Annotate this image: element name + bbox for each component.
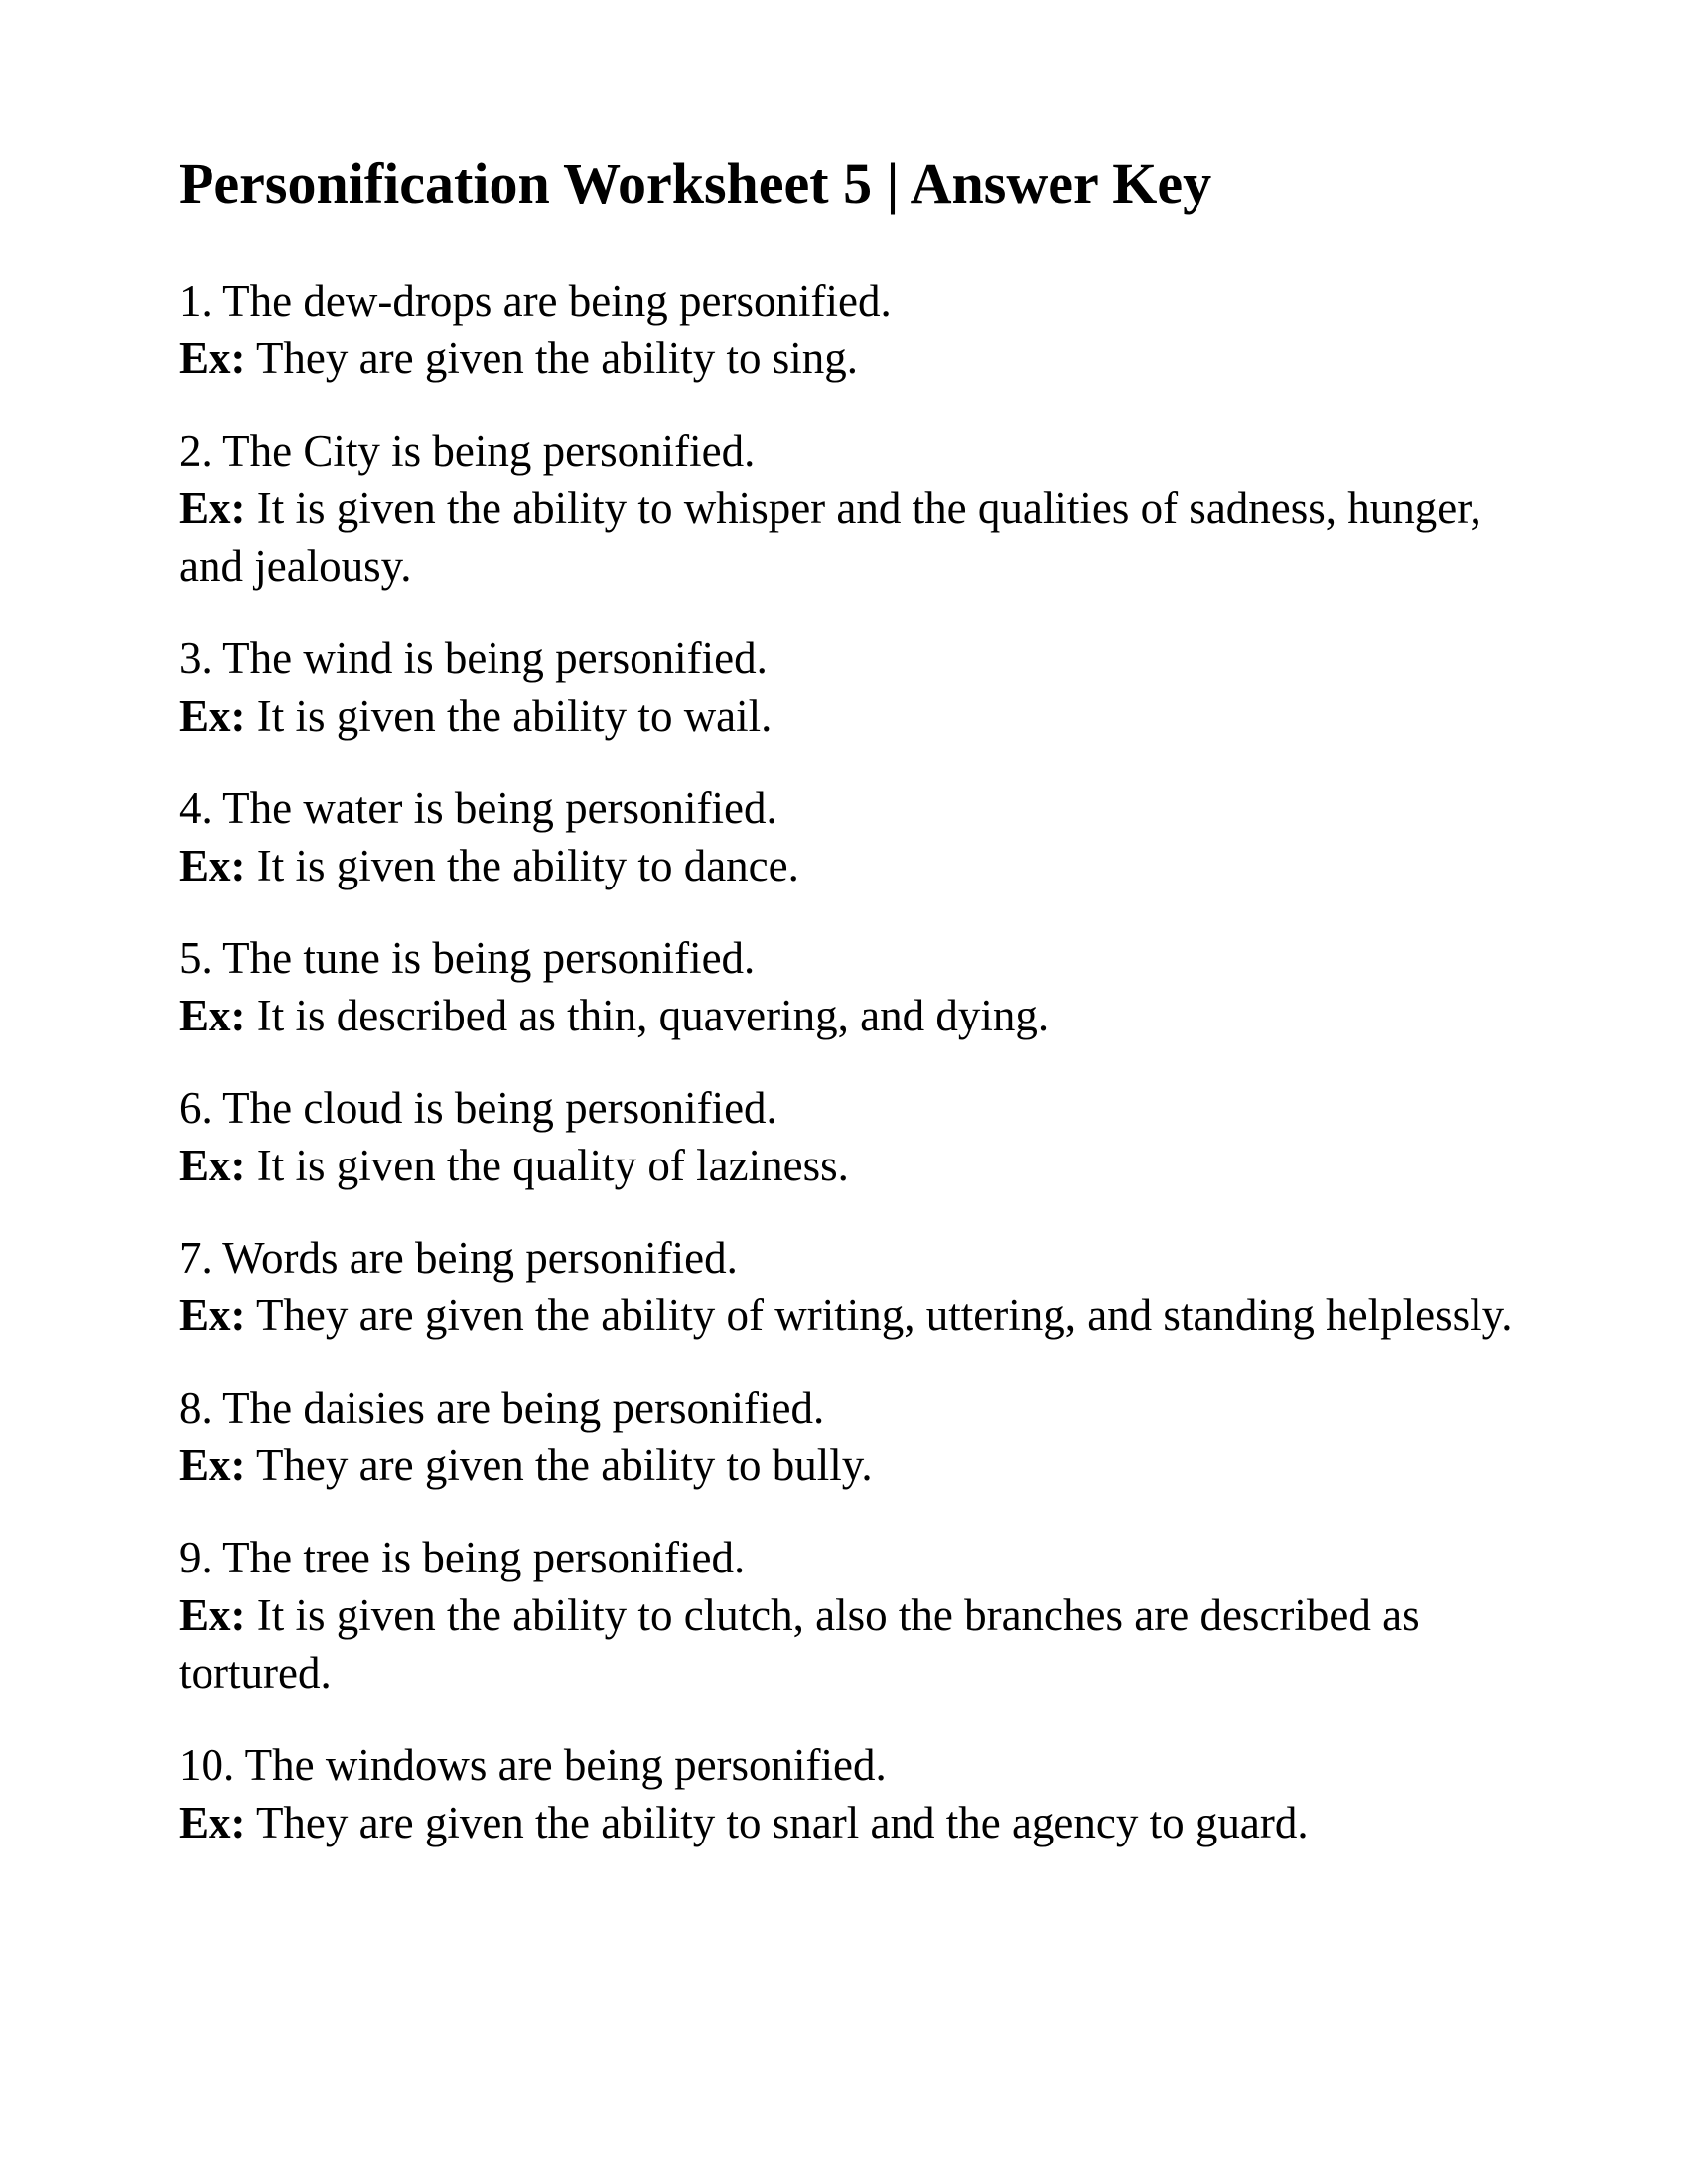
answer-subject: 3. The wind is being personified. (179, 632, 768, 683)
answer-subject: 2. The City is being personified. (179, 425, 756, 476)
ex-label: Ex: (179, 1290, 246, 1340)
worksheet-page (179, 149, 1529, 1886)
list-item (179, 1379, 1529, 1494)
list-item (179, 629, 1529, 745)
answer-explanation: It is given the ability to whisper and the qualities of sadness, hunger, and jealousy. (179, 482, 1481, 591)
ex-label: Ex: (179, 840, 246, 890)
page-title: Personification Worksheet 5 | Answer Key (179, 151, 1212, 215)
ex-label: Ex: (179, 1439, 246, 1490)
answer-subject: 10. The windows are being personified. (179, 1739, 887, 1790)
answer-explanation-line (179, 1287, 1529, 1344)
answer-explanation-line (179, 1436, 1529, 1494)
answer-explanation: It is given the ability to wail. (256, 690, 773, 741)
ex-label: Ex: (179, 333, 246, 383)
ex-label: Ex: (179, 690, 246, 741)
answer-explanation: They are given the ability of writing, uttering, and standing helplessly. (255, 1290, 1513, 1340)
answer-explanation-line (179, 479, 1529, 595)
answer-explanation-line (179, 1137, 1529, 1194)
list-item (179, 272, 1529, 387)
answer-explanation-line (179, 1794, 1529, 1851)
answer-explanation: It is described as thin, quavering, and dying. (256, 990, 1050, 1040)
ex-label: Ex: (179, 1589, 246, 1640)
list-item (179, 779, 1529, 894)
answer-explanation-line (179, 330, 1529, 387)
answer-list (179, 272, 1529, 1851)
answer-explanation-line (179, 1586, 1529, 1702)
answer-subject: 4. The water is being personified. (179, 782, 777, 833)
list-item (179, 422, 1529, 595)
answer-subject: 5. The tune is being personified. (179, 932, 756, 983)
answer-explanation: It is given the quality of laziness. (256, 1140, 849, 1190)
answer-explanation: They are given the ability to bully. (255, 1439, 873, 1490)
answer-explanation-line (179, 837, 1529, 894)
ex-label: Ex: (179, 482, 246, 533)
list-item (179, 929, 1529, 1044)
answer-explanation-line (179, 987, 1529, 1044)
answer-subject: 9. The tree is being personified. (179, 1532, 746, 1582)
list-item (179, 1736, 1529, 1851)
list-item (179, 1229, 1529, 1344)
answer-subject: 1. The dew-drops are being personified. (179, 275, 892, 326)
answer-explanation: It is given the ability to clutch, also the branches are described as tortured. (179, 1589, 1420, 1698)
ex-label: Ex: (179, 1797, 246, 1847)
answer-subject: 6. The cloud is being personified. (179, 1082, 777, 1133)
answer-subject: 7. Words are being personified. (179, 1232, 738, 1283)
answer-explanation: It is given the ability to dance. (256, 840, 799, 890)
ex-label: Ex: (179, 1140, 246, 1190)
ex-label: Ex: (179, 990, 246, 1040)
answer-explanation: They are given the ability to sing. (255, 333, 859, 383)
answer-subject: 8. The daisies are being personified. (179, 1382, 825, 1433)
answer-explanation: They are given the ability to snarl and the agency to guard. (255, 1797, 1309, 1847)
list-item (179, 1529, 1529, 1702)
answer-explanation-line (179, 687, 1529, 745)
list-item (179, 1079, 1529, 1194)
